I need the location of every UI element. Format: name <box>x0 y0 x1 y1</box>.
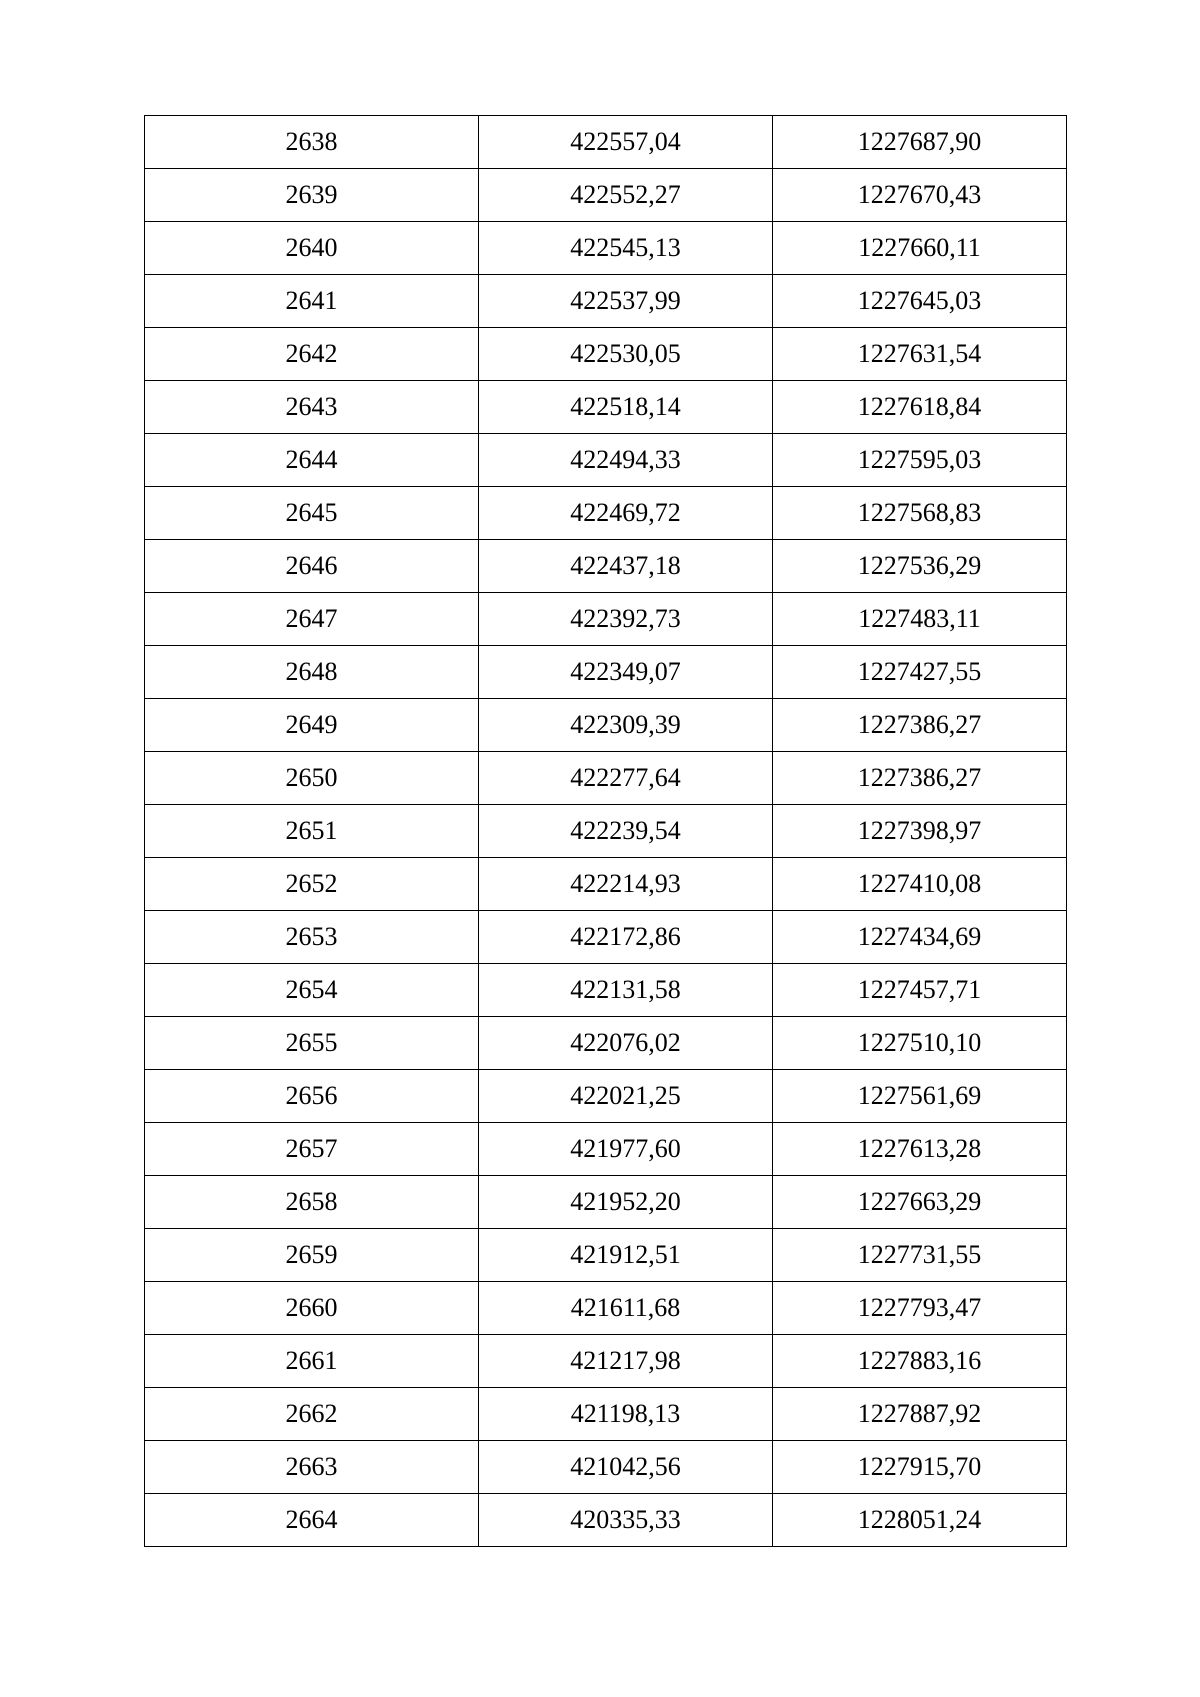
table-row <box>145 646 1067 699</box>
point-number-cell: 2642 <box>145 328 479 381</box>
point-number-cell: 2650 <box>145 752 479 805</box>
x-coordinate-cell: 422349,07 <box>479 646 773 699</box>
x-coordinate-cell: 422469,72 <box>479 487 773 540</box>
point-number-cell: 2639 <box>145 169 479 222</box>
x-coordinate-cell: 421217,98 <box>479 1335 773 1388</box>
table-row <box>145 858 1067 911</box>
table-row <box>145 1335 1067 1388</box>
table-row <box>145 911 1067 964</box>
y-coordinate-cell: 1227618,84 <box>773 381 1067 434</box>
x-coordinate-cell: 422530,05 <box>479 328 773 381</box>
table-row <box>145 1176 1067 1229</box>
y-coordinate-cell: 1227660,11 <box>773 222 1067 275</box>
point-number-cell: 2643 <box>145 381 479 434</box>
table-row <box>145 540 1067 593</box>
x-coordinate-cell: 422309,39 <box>479 699 773 752</box>
point-number-cell: 2640 <box>145 222 479 275</box>
point-number-cell: 2652 <box>145 858 479 911</box>
table-row <box>145 1494 1067 1547</box>
table-row <box>145 699 1067 752</box>
table-row <box>145 222 1067 275</box>
table-row <box>145 964 1067 1017</box>
y-coordinate-cell: 1227568,83 <box>773 487 1067 540</box>
table-row <box>145 328 1067 381</box>
y-coordinate-cell: 1227483,11 <box>773 593 1067 646</box>
table-row <box>145 116 1067 169</box>
point-number-cell: 2648 <box>145 646 479 699</box>
x-coordinate-cell: 421912,51 <box>479 1229 773 1282</box>
table-row <box>145 1123 1067 1176</box>
point-number-cell: 2644 <box>145 434 479 487</box>
x-coordinate-cell: 421198,13 <box>479 1388 773 1441</box>
table-row <box>145 487 1067 540</box>
x-coordinate-cell: 422518,14 <box>479 381 773 434</box>
y-coordinate-cell: 1227915,70 <box>773 1441 1067 1494</box>
coordinates-table-body <box>145 116 1067 1547</box>
x-coordinate-cell: 422214,93 <box>479 858 773 911</box>
table-row <box>145 1229 1067 1282</box>
table-row <box>145 1282 1067 1335</box>
y-coordinate-cell: 1227887,92 <box>773 1388 1067 1441</box>
y-coordinate-cell: 1227434,69 <box>773 911 1067 964</box>
point-number-cell: 2651 <box>145 805 479 858</box>
x-coordinate-cell: 421952,20 <box>479 1176 773 1229</box>
table-row <box>145 275 1067 328</box>
point-number-cell: 2646 <box>145 540 479 593</box>
x-coordinate-cell: 421977,60 <box>479 1123 773 1176</box>
y-coordinate-cell: 1227631,54 <box>773 328 1067 381</box>
point-number-cell: 2654 <box>145 964 479 1017</box>
point-number-cell: 2662 <box>145 1388 479 1441</box>
point-number-cell: 2655 <box>145 1017 479 1070</box>
y-coordinate-cell: 1227561,69 <box>773 1070 1067 1123</box>
x-coordinate-cell: 422557,04 <box>479 116 773 169</box>
x-coordinate-cell: 422131,58 <box>479 964 773 1017</box>
point-number-cell: 2649 <box>145 699 479 752</box>
x-coordinate-cell: 422021,25 <box>479 1070 773 1123</box>
point-number-cell: 2658 <box>145 1176 479 1229</box>
point-number-cell: 2656 <box>145 1070 479 1123</box>
y-coordinate-cell: 1227398,97 <box>773 805 1067 858</box>
x-coordinate-cell: 420335,33 <box>479 1494 773 1547</box>
table-row <box>145 1017 1067 1070</box>
x-coordinate-cell: 422437,18 <box>479 540 773 593</box>
y-coordinate-cell: 1227663,29 <box>773 1176 1067 1229</box>
table-row <box>145 381 1067 434</box>
coordinates-table <box>144 115 1067 1547</box>
table-row <box>145 805 1067 858</box>
y-coordinate-cell: 1227793,47 <box>773 1282 1067 1335</box>
point-number-cell: 2657 <box>145 1123 479 1176</box>
x-coordinate-cell: 421611,68 <box>479 1282 773 1335</box>
x-coordinate-cell: 422392,73 <box>479 593 773 646</box>
x-coordinate-cell: 422545,13 <box>479 222 773 275</box>
point-number-cell: 2647 <box>145 593 479 646</box>
y-coordinate-cell: 1227410,08 <box>773 858 1067 911</box>
y-coordinate-cell: 1227670,43 <box>773 169 1067 222</box>
y-coordinate-cell: 1227613,28 <box>773 1123 1067 1176</box>
x-coordinate-cell: 421042,56 <box>479 1441 773 1494</box>
table-row <box>145 1388 1067 1441</box>
point-number-cell: 2664 <box>145 1494 479 1547</box>
y-coordinate-cell: 1227687,90 <box>773 116 1067 169</box>
y-coordinate-cell: 1228051,24 <box>773 1494 1067 1547</box>
point-number-cell: 2653 <box>145 911 479 964</box>
x-coordinate-cell: 422239,54 <box>479 805 773 858</box>
y-coordinate-cell: 1227645,03 <box>773 275 1067 328</box>
y-coordinate-cell: 1227536,29 <box>773 540 1067 593</box>
table-row <box>145 752 1067 805</box>
x-coordinate-cell: 422552,27 <box>479 169 773 222</box>
y-coordinate-cell: 1227386,27 <box>773 752 1067 805</box>
point-number-cell: 2661 <box>145 1335 479 1388</box>
table-row <box>145 593 1067 646</box>
x-coordinate-cell: 422277,64 <box>479 752 773 805</box>
y-coordinate-cell: 1227731,55 <box>773 1229 1067 1282</box>
table-row <box>145 434 1067 487</box>
y-coordinate-cell: 1227510,10 <box>773 1017 1067 1070</box>
y-coordinate-cell: 1227427,55 <box>773 646 1067 699</box>
x-coordinate-cell: 422537,99 <box>479 275 773 328</box>
point-number-cell: 2659 <box>145 1229 479 1282</box>
y-coordinate-cell: 1227386,27 <box>773 699 1067 752</box>
x-coordinate-cell: 422172,86 <box>479 911 773 964</box>
table-row <box>145 1070 1067 1123</box>
point-number-cell: 2641 <box>145 275 479 328</box>
x-coordinate-cell: 422494,33 <box>479 434 773 487</box>
point-number-cell: 2663 <box>145 1441 479 1494</box>
y-coordinate-cell: 1227457,71 <box>773 964 1067 1017</box>
table-row <box>145 169 1067 222</box>
y-coordinate-cell: 1227595,03 <box>773 434 1067 487</box>
y-coordinate-cell: 1227883,16 <box>773 1335 1067 1388</box>
point-number-cell: 2645 <box>145 487 479 540</box>
table-row <box>145 1441 1067 1494</box>
point-number-cell: 2660 <box>145 1282 479 1335</box>
point-number-cell: 2638 <box>145 116 479 169</box>
x-coordinate-cell: 422076,02 <box>479 1017 773 1070</box>
